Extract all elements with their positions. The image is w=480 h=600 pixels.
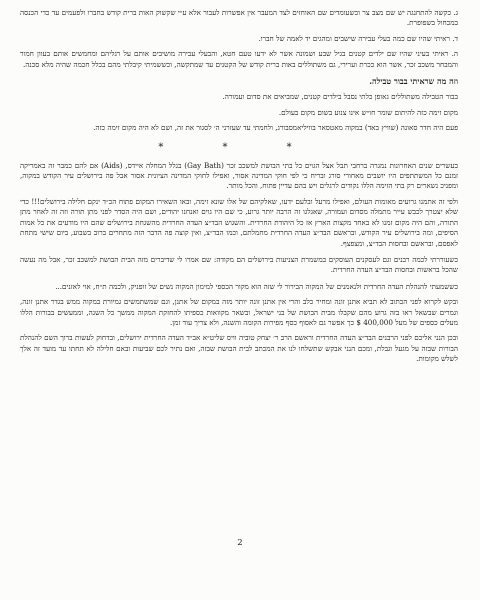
paragraph-rabbis: כשעוררתי לכמה רבנים וגם לעסקנים העוסקים במשמרת הצניעות בירושלים הם מקודה: שם אמרו לי שדיברים מזה הבית הבושת למשכב זכר, אבל מה נעשה שהכל בראשות ובחסות הבד״צ העדה החרדית. [20, 254, 458, 275]
paragraph-verse: ובקש לקרוא לפני הכתוב לא תביא אתנן זונה ומחיר כלב והרי אין אתנן זונה יותר מזה במקום של אתנן, וגם שמשתמשים גמיורת במקוה ממש בגדר אתנן זונה, וגמרים שבשאל ראו בזה גרוע מהם שקבלו מבית הבושת של בני ישראל, ובשאר מקוואות כספיתו להחזקת המקוה ממשך כל השנה, וממעשים בבורות הללו מעלים כספים של מעל 400,000 $ כך אפשר גם לאסוף כסף מפירות הקומה והשנה, ולא צריך עוד זמן. [20, 297, 458, 327]
page-number: 2 [237, 538, 243, 548]
paragraph-sauna: פעם היה חדר סאונה (שוויץ באד) במקוה מאטסאר בוויליאמסבורג, ולחמתי עד שעזרני ה׳ לסגור את זה, ושם לא היה מקום זימה כזה. [93, 123, 458, 133]
paragraph-nations: ולפי זה אתמנו גרועים מאומות העולם, ואפילו מרעל ובלעם ידעו, שאלקיהם של אלו שונא זימה, ובאו השאירו המקום פתוח הכ״ד ינקם חלילה בירושלים!!! כדי שלא יצטרך לכבש עייר מתמלה מסדום ועמורה, שאגלגו זה הרבה יותר גרוע, כי שם היו גוים ואנחנו יהודים, ושם היה הסדר לפני מתן תורה וזה זה לאחר מתן התורה, והם היה מקום זמנו לא באחד מקצות הארץ אז כל היהודת החרדית. והשגוש הבד״צ העדה החרדית מהשגחת בירושלים שהם היו מודעים את כל אמות הסיפים, ומה בירושלים עיר הקודש, ובראשם הבד״צ העדה החרדית מחמלתם, וכמו הבד״צ, ואין קוצה פה הדבר הזה מתחרים ברוב בשבוע, ביום שישי מתחת לאפסם, ובראשם ובחסות הבד״צ, ומצפצף. [20, 196, 458, 248]
paragraph-e: ה. ראיתי בעיני שהיו שם ילדים קטנים בגיל שבע ושמונה אשר לא ידעו טעם חטא, והבעלי עבירה מושיבים אותם על רגליהם ומחמשים אותם בעוון חמור והמבחר משכב זכר, אשר הוא ככרת וערירי, גם משתוללים באות ברית קודש של הקטנים עד שמתקשה, וכששמיתי קיבלתי מהם בכלל חכמה שהיה מלא סכנה. [20, 49, 458, 69]
paragraph-place: מקום זימה כזה להיתום שומר חו״ש אינו צנוע בשום מקום בעולם. [278, 107, 458, 117]
paragraph-c: ג. כקשה להתחנגה יש שם מצב צר וכשעומדים שם האוחזים לצד המעבר אין אפשרות לעבור אלא ע״י שקשוק האות ברית קודש בחברו ולפעמים עד כדי הכנסה במכחול בשפופרת. [20, 8, 458, 28]
paragraph-management: כששמעתי להנהלת העדה החרדית ולנאמנים של המקוה הבירור לי שזה הוא מקור הכספי למימון המקוה נשים של זופניק, ולכמה ת״ח, אוי לאזנים... [55, 281, 458, 291]
section-separator: * * * [158, 141, 320, 153]
paragraph-mikveh-pool: בבור הטבילה משתוללים גאופן כלתי נסבל בילדים קטנים, שמביאים את סדום ועמורה. [222, 92, 458, 102]
paragraph-request: ובכן הנני אליכם לפני הרבנים הבד״צ העדה החרדית וראשם הרב ר׳ יצחק טוביה וויס שליט״א אב״ד העדה החרדית ירושלים, ובדחוק לעשות ברוך השם להנהלת הבורות שבזה על מגעל וגבלת, ומכם הנני אבקש שתשלחו לנו את המכתב לבית הבושת שבזה, ואם נתיר לכם שביעות ובאם חלילה לא תחתו עד מועד זה אלך לשלש מקומות. [20, 333, 458, 364]
paragraph-twenty-years: בעשרים שנים האחרונות נמגרה ברחבי תבל אצל הגוים כל בתי הבושת למשכב זכר (Gay Bath) בגלל המחלה איידס, (Aids) אם להם כמבר זה באמריקה זמנם כל המשתתפים היו יושבים מאחורי סורג ובריח כי לפי חוקי המדינה אסור, ואפילו לחוקי המדינה הציונית אסור אבל פה בירושלים עיר הקודש במקוה, ומפניכ נשארים רק בתי הזימה הללו נקודים לרגלים ויש בהם עדיין פתוח, והכל מותר. [20, 160, 458, 191]
section-heading: וזה מה שראיתי בבור טבילה. [369, 76, 458, 87]
paragraph-d: ד. ראיתי שהיו שם כמה בעלי עבירה שישבים ומהגים יד לאמה של חברו. [258, 33, 458, 43]
